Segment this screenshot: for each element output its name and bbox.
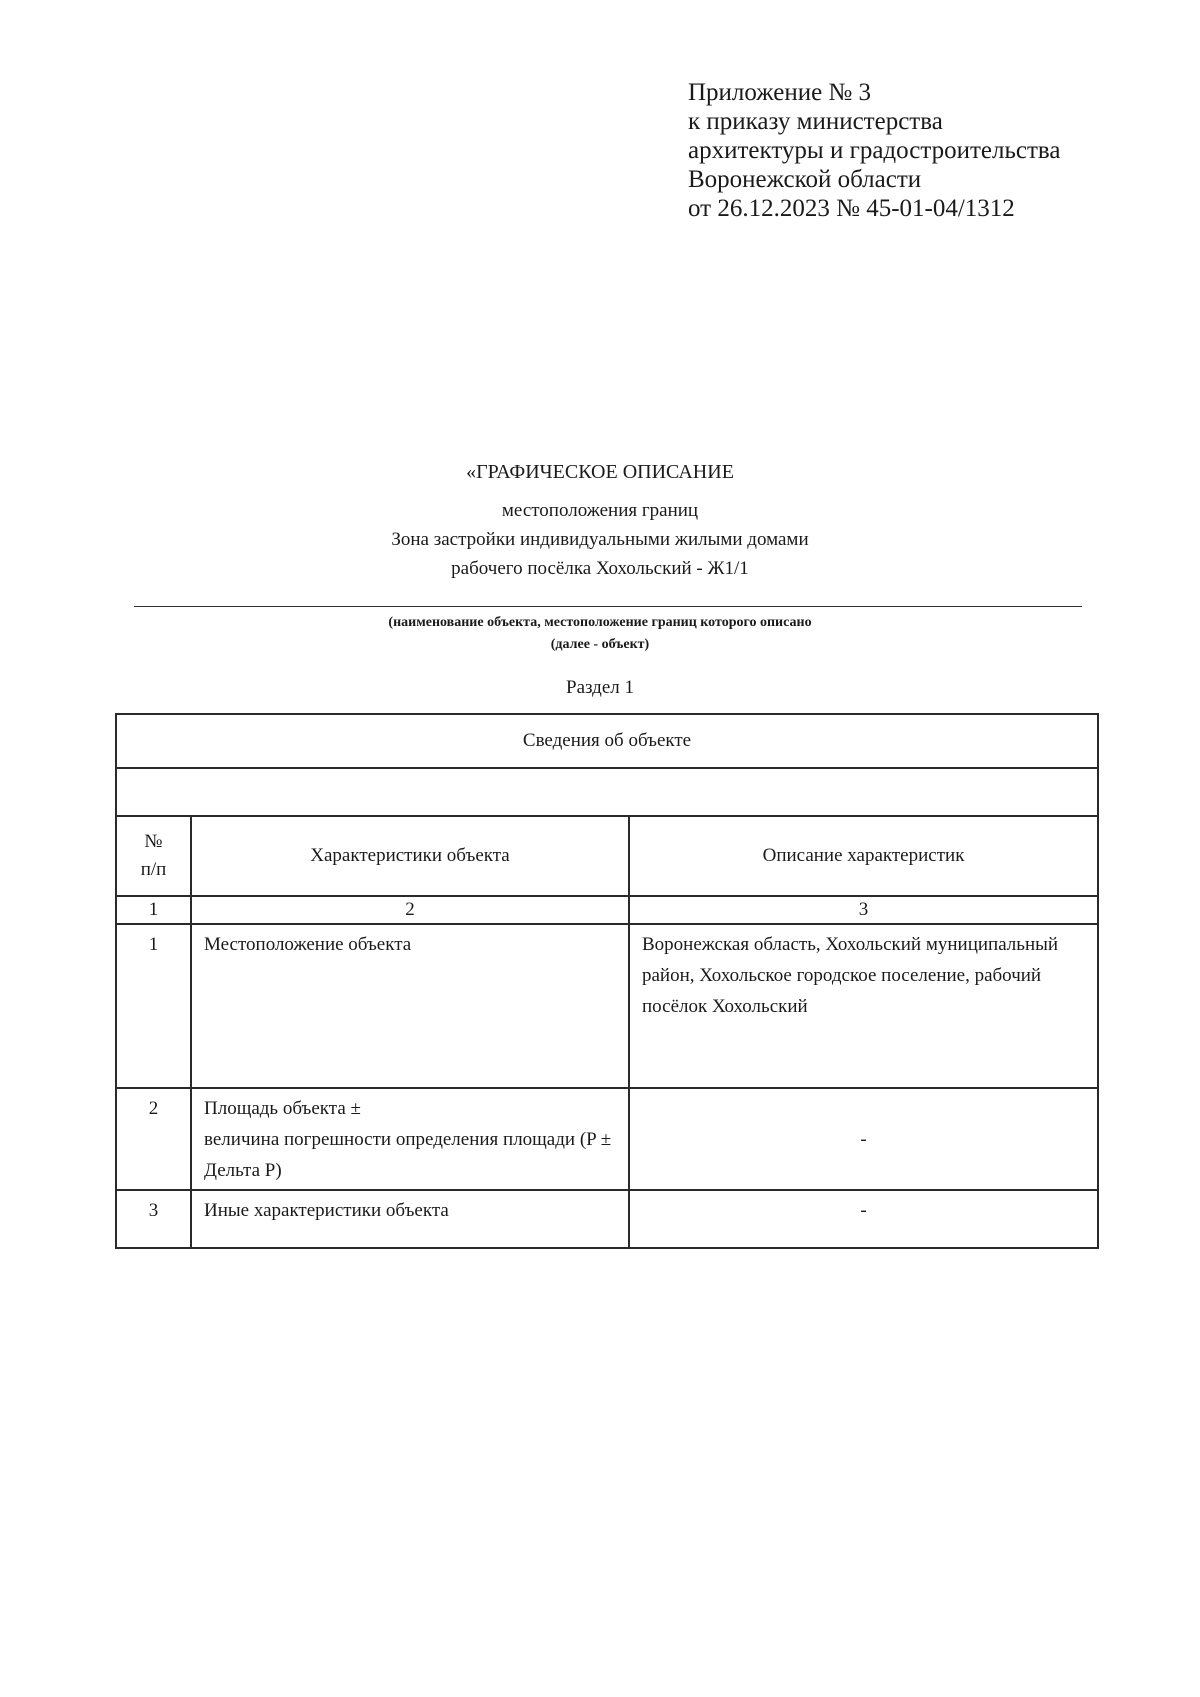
col-index: 1: [116, 896, 191, 924]
row-characteristic: Площадь объекта ± величина погрешности определения площади (P ± Дельта P): [191, 1088, 629, 1190]
col-header-description: Описание характеристик: [629, 816, 1098, 896]
col-header-num: № п/п: [116, 816, 191, 896]
col-index: 3: [629, 896, 1098, 924]
col-index: 2: [191, 896, 629, 924]
subtitle-line: Зона застройки индивидуальными жилыми домами: [391, 529, 809, 550]
caption-line: (наименование объекта, местоположение границ которого описано: [388, 615, 812, 630]
table-title-row: [116, 714, 1098, 768]
caption-line: (далее - объект): [550, 637, 650, 652]
row-description: -: [629, 1190, 1098, 1248]
object-info-table: [115, 713, 1099, 1249]
table-row: [116, 1088, 1098, 1190]
column-index-row: [116, 896, 1098, 924]
column-header-row: [116, 816, 1098, 896]
row-characteristic: Иные характеристики объекта: [191, 1190, 629, 1248]
row-characteristic: Местоположение объекта: [191, 924, 629, 1088]
title-block: [0, 460, 1200, 583]
subtitle-line: местоположения границ: [501, 500, 699, 521]
table-blank-row: [116, 768, 1098, 816]
table-title: Сведения об объекте: [116, 714, 1098, 768]
row-number: 3: [116, 1190, 191, 1248]
blank-cell: [116, 768, 1098, 816]
table-row: [116, 924, 1098, 1088]
row-description: -: [629, 1088, 1098, 1190]
document-title: «ГРАФИЧЕСКОЕ ОПИСАНИЕ: [466, 461, 734, 483]
appendix-line: Приложение № 3: [688, 79, 872, 106]
row-number: 1: [116, 924, 191, 1088]
object-caption: [0, 612, 1200, 656]
row-number: 2: [116, 1088, 191, 1190]
appendix-line: архитектуры и градостроительства: [688, 137, 1061, 164]
appendix-line: от 26.12.2023 № 45-01-04/1312: [688, 195, 1015, 222]
divider-line: [134, 606, 1082, 607]
appendix-line: к приказу министерства: [688, 108, 943, 135]
col-header-characteristics: Характеристики объекта: [191, 816, 629, 896]
appendix-block: [688, 78, 1060, 223]
table-row: [116, 1190, 1098, 1248]
subtitle-line: рабочего посёлка Хохольский - Ж1/1: [451, 558, 749, 579]
row-description: Воронежская область, Хохольский муниципальный район, Хохольское городское поселение, рабочий посёлок Хохольский: [629, 924, 1098, 1088]
appendix-line: Воронежской области: [688, 166, 922, 193]
section-label: Раздел 1: [566, 677, 634, 698]
